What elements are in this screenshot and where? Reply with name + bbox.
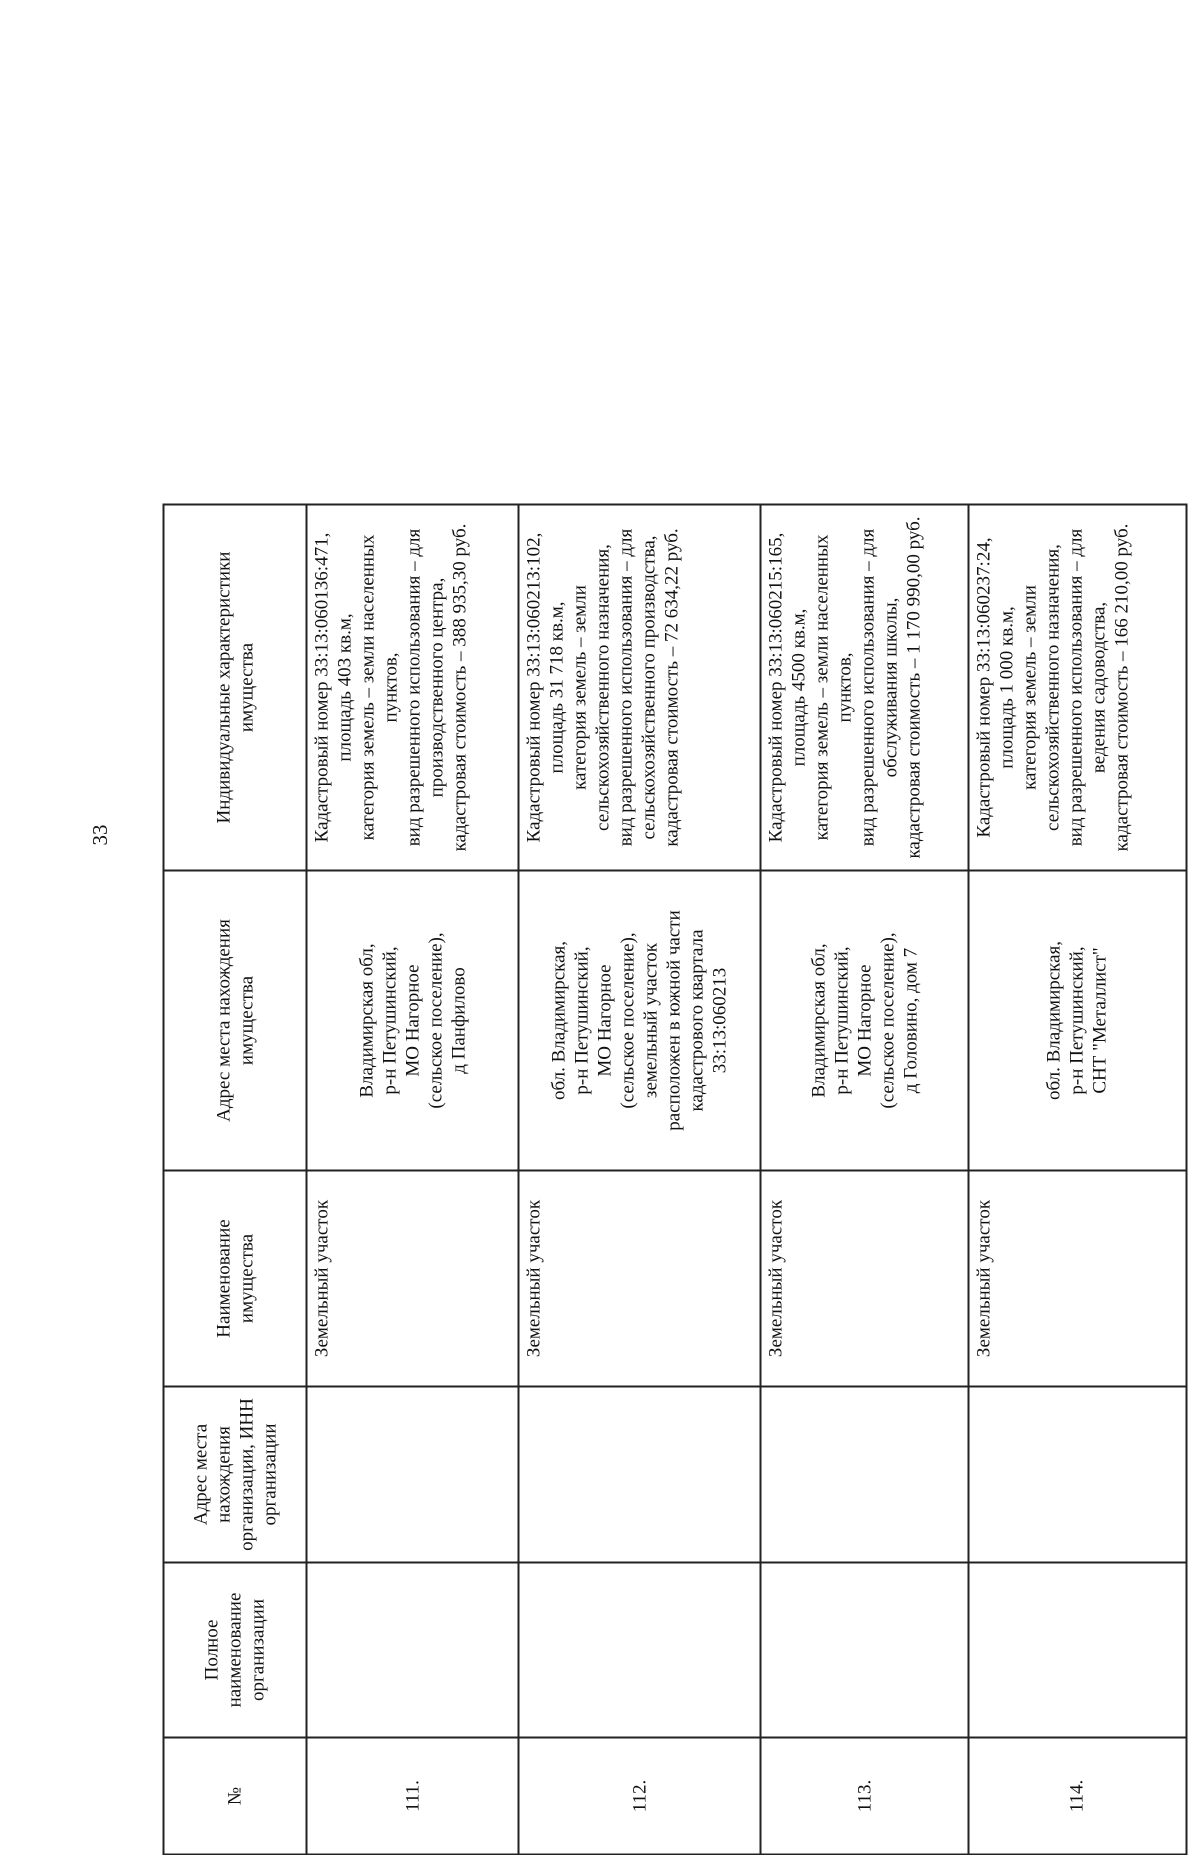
page-number: 33 bbox=[88, 824, 112, 846]
address-line: обл. Владимирская, bbox=[548, 940, 570, 1100]
row-number: 114. bbox=[968, 1737, 1186, 1854]
characteristics-line: вид разрешенного использования – для bbox=[857, 528, 879, 846]
characteristics-line: Кадастровый номер 33:13:060237:24, bbox=[972, 536, 994, 838]
header-property-name: Наименование имущества bbox=[163, 1170, 306, 1386]
org-name-cell bbox=[518, 1562, 760, 1737]
characteristics-cell bbox=[968, 504, 1186, 870]
address-line: МО Нагорное bbox=[401, 963, 423, 1077]
address-line: (сельское поселение), bbox=[424, 931, 446, 1109]
property-name-cell: Земельный участок bbox=[518, 1170, 760, 1386]
characteristics-line: производственного центра, bbox=[426, 577, 447, 797]
address-line: кадастрового квартала bbox=[686, 928, 708, 1112]
address-line: МО Нагорное bbox=[594, 963, 616, 1077]
characteristics-line: вид разрешенного использования – для bbox=[1064, 528, 1086, 846]
address-line: д Панфилово bbox=[447, 966, 469, 1074]
address-line: МО Нагорное bbox=[853, 963, 875, 1077]
org-address-cell bbox=[760, 1386, 968, 1562]
org-name-cell bbox=[306, 1562, 518, 1737]
org-name-cell bbox=[968, 1562, 1186, 1737]
characteristics-line: категория земель – земли населенных bbox=[357, 534, 378, 840]
address-line: земельный участок bbox=[640, 942, 662, 1098]
address-line: расположен в южной части bbox=[663, 909, 685, 1131]
characteristics-cell bbox=[760, 504, 968, 870]
characteristics-line: Кадастровый номер 33:13:060213:102, bbox=[523, 532, 545, 842]
characteristics-line: вид разрешенного использования – для bbox=[615, 528, 637, 846]
table-row bbox=[306, 504, 518, 1854]
characteristics-line: площадь 31 718 кв.м, bbox=[546, 600, 568, 774]
row-number: 112. bbox=[518, 1737, 760, 1854]
table-row bbox=[518, 504, 760, 1854]
header-row bbox=[163, 504, 306, 1854]
address-line: Владимирская обл, bbox=[355, 942, 377, 1098]
address-line: СНТ "Металлист" bbox=[1089, 946, 1111, 1094]
characteristics-line: вид разрешенного использования – для bbox=[403, 528, 424, 846]
address-line: (сельское поселение), bbox=[617, 931, 639, 1109]
property-name-cell: Земельный участок bbox=[306, 1170, 518, 1386]
property-address-cell bbox=[968, 870, 1186, 1170]
characteristics-line: пунктов, bbox=[380, 651, 401, 723]
org-address-cell bbox=[968, 1386, 1186, 1562]
address-line: р-н Петушинский, bbox=[378, 945, 400, 1095]
property-registry-table bbox=[162, 503, 1187, 1855]
characteristics-line: пунктов, bbox=[834, 651, 856, 723]
characteristics-line: ведения садоводства, bbox=[1087, 601, 1109, 773]
characteristics-line: сельскохозяйственного назначения, bbox=[592, 543, 614, 831]
org-address-cell bbox=[306, 1386, 518, 1562]
characteristics-line: площадь 1 000 кв.м, bbox=[995, 605, 1017, 769]
property-address-cell bbox=[518, 870, 760, 1170]
address-line: р-н Петушинский, bbox=[571, 945, 593, 1095]
characteristics-line: кадастровая стоимость – 1 170 990,00 руб. bbox=[903, 515, 925, 859]
row-number: 113. bbox=[760, 1737, 968, 1854]
characteristics-line: категория земель – земли bbox=[569, 584, 591, 790]
characteristics-line: обслуживания школы, bbox=[880, 597, 902, 777]
row-number: 111. bbox=[306, 1737, 518, 1854]
address-line: Владимирская обл, bbox=[807, 942, 829, 1098]
header-number: № bbox=[163, 1737, 306, 1854]
characteristics-line: кадастровая стоимость – 72 634,22 руб. bbox=[661, 527, 683, 847]
header-org-address: Адрес места нахождения организации, ИНН организации bbox=[163, 1386, 306, 1562]
characteristics-line: Кадастровый номер 33:13:060136:471, bbox=[311, 532, 332, 842]
characteristics-line: площадь 403 кв.м, bbox=[334, 612, 355, 762]
header-org-name: Полное наименование организации bbox=[163, 1562, 306, 1737]
characteristics-line: Кадастровый номер 33:13:060215:165, bbox=[765, 532, 787, 842]
address-line: р-н Петушинский, bbox=[1066, 945, 1088, 1095]
table-row bbox=[968, 504, 1186, 1854]
property-address-cell bbox=[306, 870, 518, 1170]
property-table-wrapper bbox=[162, 505, 1187, 1855]
property-name-cell: Земельный участок bbox=[968, 1170, 1186, 1386]
characteristics-line: категория земель – земли bbox=[1018, 584, 1040, 790]
address-line: обл. Владимирская, bbox=[1043, 940, 1065, 1100]
table-row bbox=[760, 504, 968, 1854]
characteristics-line: кадастровая стоимость – 388 935,30 руб. bbox=[449, 523, 470, 851]
address-line: д Головино, дом 7 bbox=[899, 947, 921, 1093]
header-characteristics: Индивидуальные характеристики имущества bbox=[163, 504, 306, 870]
org-address-cell bbox=[518, 1386, 760, 1562]
characteristics-line: категория земель – земли населенных bbox=[811, 534, 833, 840]
property-name-cell: Земельный участок bbox=[760, 1170, 968, 1386]
characteristics-cell bbox=[306, 504, 518, 870]
characteristics-line: сельскохозяйственного производства, bbox=[638, 534, 660, 840]
org-name-cell bbox=[760, 1562, 968, 1737]
characteristics-line: сельскохозяйственного назначения, bbox=[1041, 543, 1063, 831]
characteristics-line: кадастровая стоимость – 166 210,00 руб. bbox=[1110, 523, 1132, 851]
property-address-cell bbox=[760, 870, 968, 1170]
characteristics-cell bbox=[518, 504, 760, 870]
characteristics-line: площадь 4500 кв.м, bbox=[788, 608, 810, 766]
address-line: 33:13:060213 bbox=[709, 967, 731, 1073]
address-line: (сельское поселение), bbox=[876, 931, 898, 1109]
address-line: р-н Петушинский, bbox=[830, 945, 852, 1095]
header-property-address: Адрес места нахождения имущества bbox=[163, 870, 306, 1170]
